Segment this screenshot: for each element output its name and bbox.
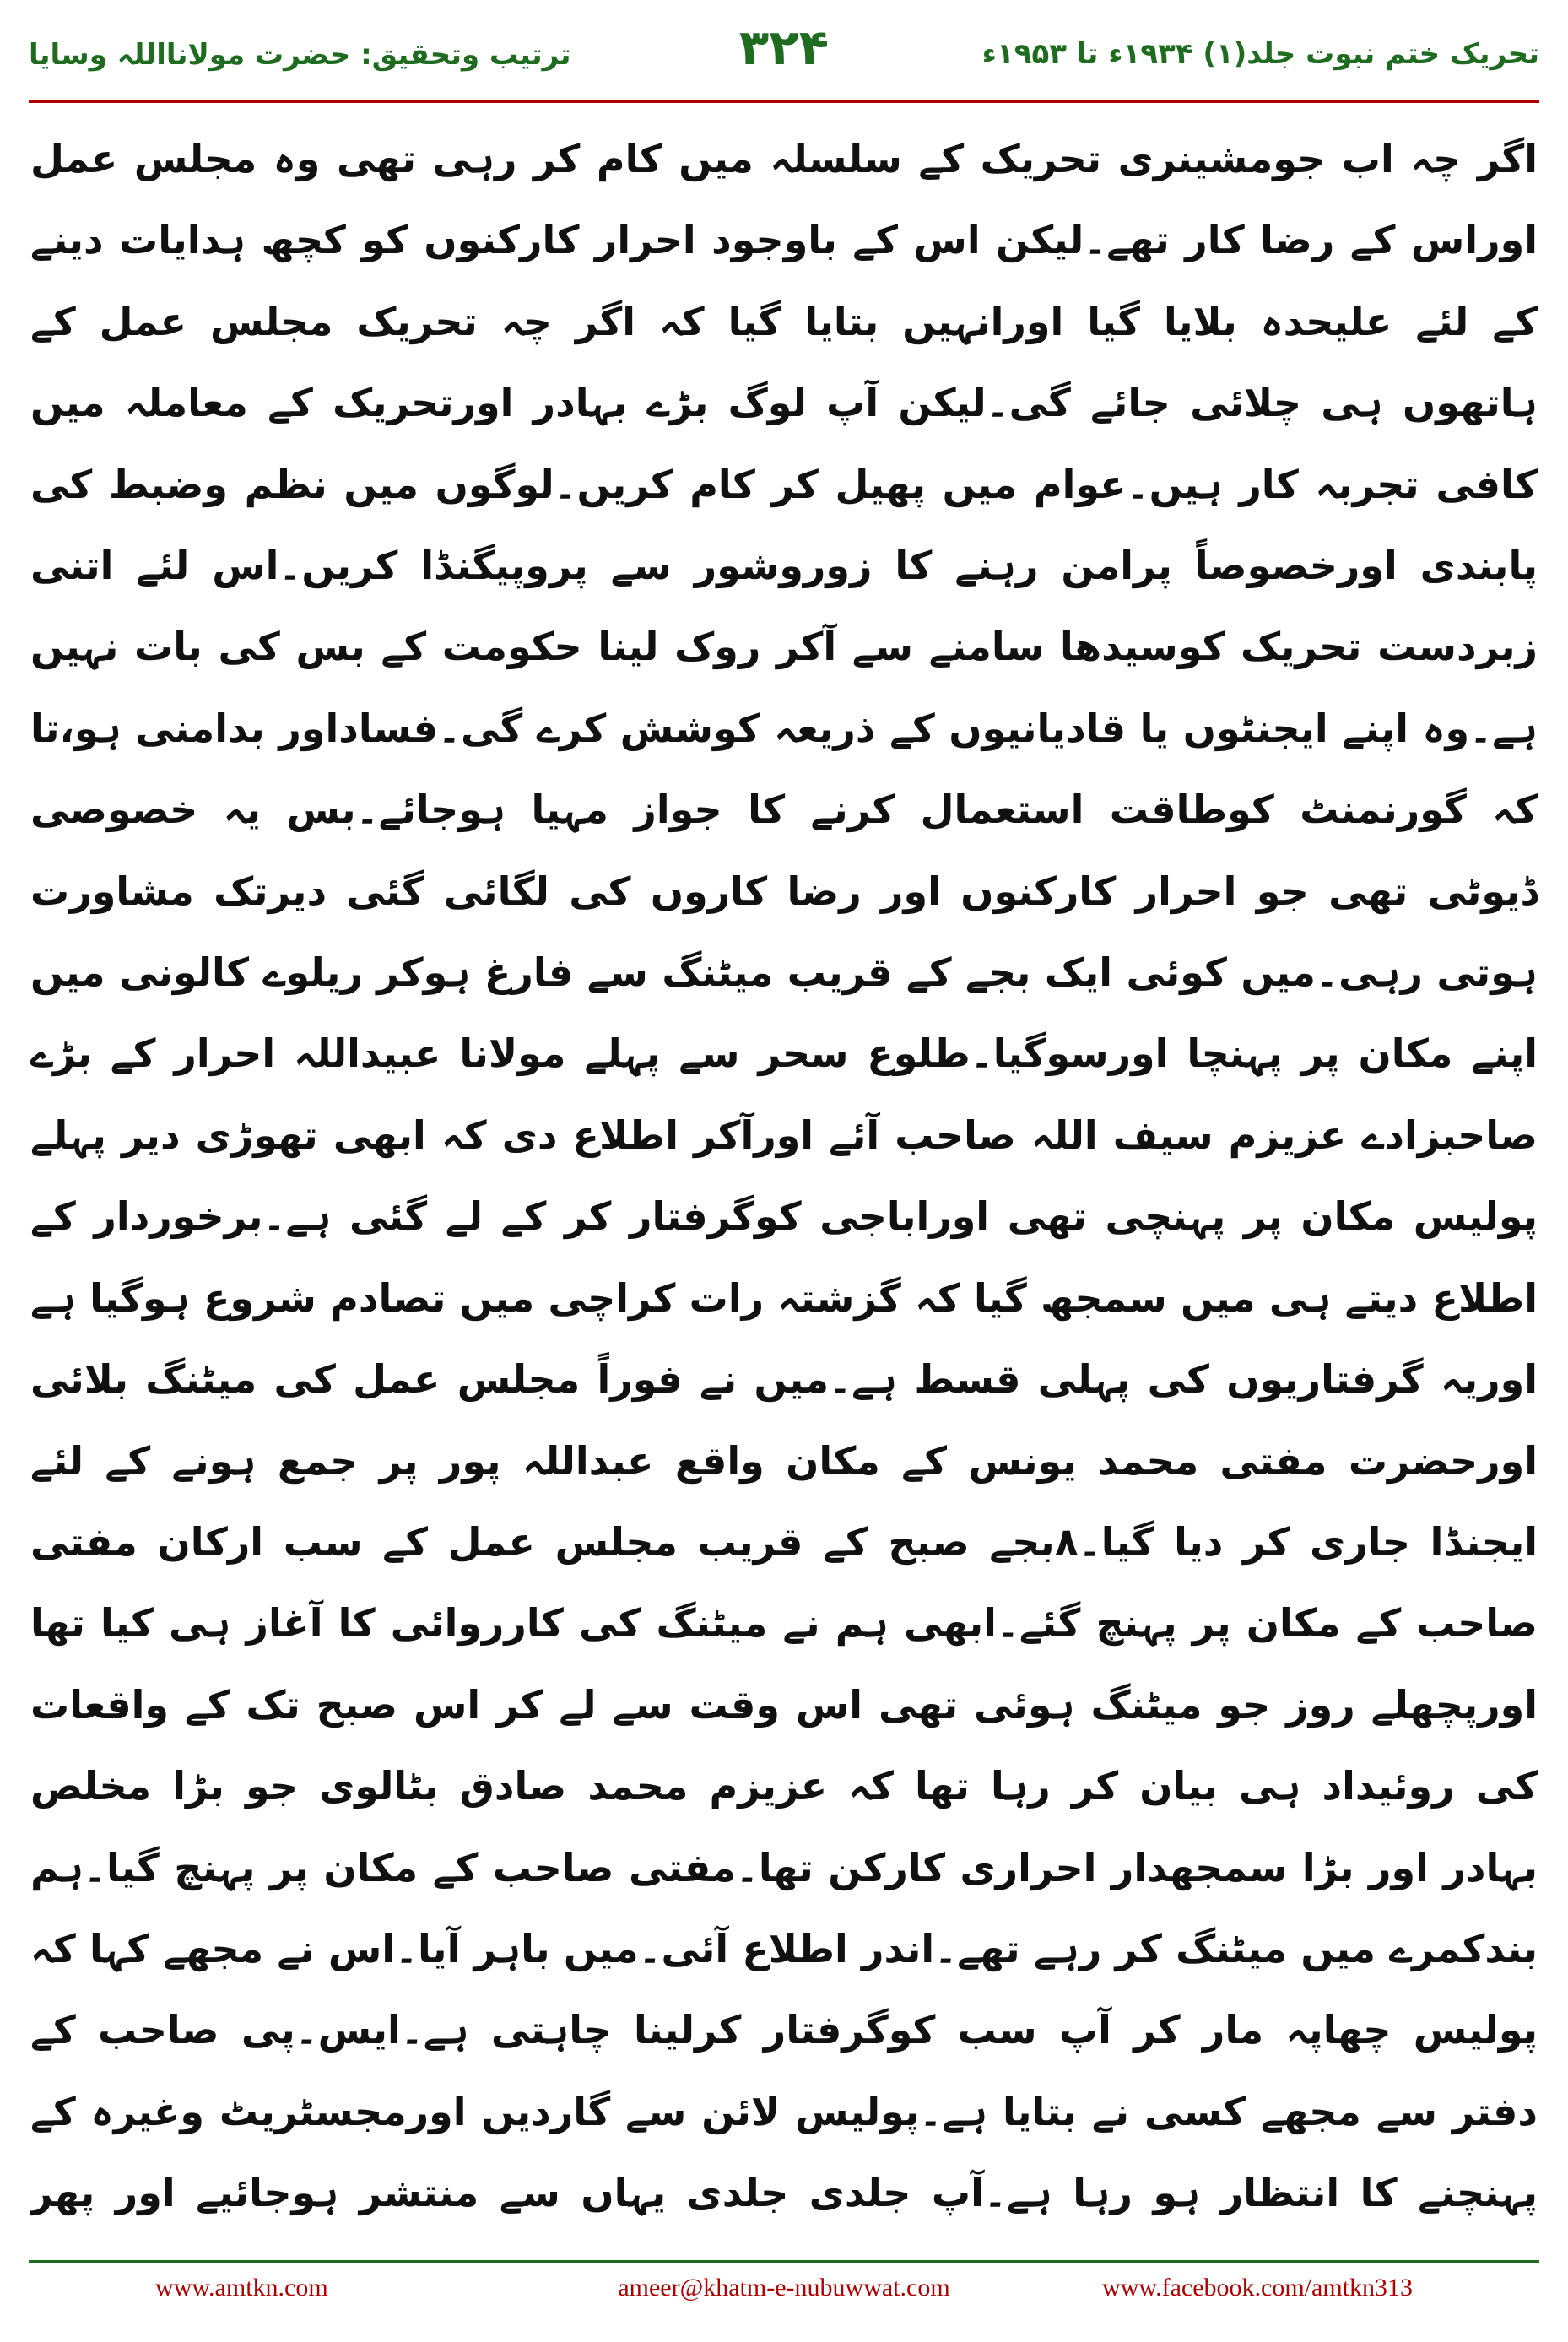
website-link[interactable]: www.amtkn.com [155,2274,328,2301]
page-header [29,19,1539,96]
page-footer [29,2270,1539,2309]
email-link[interactable]: ameer@khatm-e-nubuwwat.com [618,2274,950,2301]
page-body [30,118,1538,2228]
book-title: تحریک ختم نبوت جلد(۱) ۱۹۳۴ء تا ۱۹۵۳ء [981,37,1539,71]
facebook-link[interactable]: www.facebook.com/amtkn313 [1102,2274,1413,2301]
body-paragraph: اگر چہ اب جومشینری تحریک کے سلسلہ میں کام کر رہی تھی وہ مجلس عمل اوراس کے رضا کار تھے۔لیکن اس کے باوجود احرار کارکنوں کو کچھ ہدایات دینے کے لئے علیحدہ بلایا گیا اورانہیں بتایا گیا کہ اگر چہ تحریک مجلس عمل کے ہاتھوں ہی چلائی جائے گی۔لیکن آپ لوگ بڑے بہادر اورتحریک کے معاملہ میں کافی تجربہ کار ہیں۔عوام میں پھیل کر کام کریں۔لوگوں میں نظم وضبط کی پابندی اورخصوصاً پرامن رہنے کا زوروشور سے پروپیگنڈا کریں۔اس لئے اتنی زبردست تحریک کوسیدھا سامنے سے آکر روک لینا حکومت کے بس کی بات نہیں ہے۔وہ اپنے ایجنٹوں یا قادیانیوں کے ذریعہ کوشش کرے گی۔فساداور بدامنی ہو،تا کہ گورنمنٹ کوطاقت استعمال کرنے کا جواز مہیا ہوجائے۔بس یہ خصوصی ڈیوٹی تھی جو احرار کارکنوں اور رضا کاروں کی لگائی گئی دیرتک مشاورت ہوتی رہی۔میں کوئی ایک بجے کے قریب میٹنگ سے فارغ ہوکر ریلوے کالونی میں اپنے مکان پر پہنچا اورسوگیا۔طلوع سحر سے پہلے مولانا عبیداللہ احرار کے بڑے صاحبزادے عزیزم سیف اللہ صاحب آئے اورآکر اطلاع دی کہ ابھی تھوڑی دیر پہلے پولیس مکان پر پہنچی تھی اوراباجی کوگرفتار کر کے لے گئی ہے۔برخوردار کے اطلاع دیتے ہی میں سمجھ گیا کہ گزشتہ رات کراچی میں تصادم شروع ہوگیا ہے اوریہ گرفتاریوں کی پہلی قسط ہے۔میں نے فوراً مجلس عمل کی میٹنگ بلائی اورحضرت مفتی محمد یونس کے مکان واقع عبداللہ پور پر جمع ہونے کے لئے ایجنڈا جاری کر دیا گیا۔۸بجے صبح کے قریب مجلس عمل کے سب ارکان مفتی صاحب کے مکان پر پہنچ گئے۔ابھی ہم نے میٹنگ کی کارروائی کا آغاز ہی کیا تھا اورپچھلے روز جو میٹنگ ہوئی تھی اس وقت سے لے کر اس صبح تک کے واقعات کی روئیداد ہی بیان کر رہا تھا کہ عزیزم محمد صادق بٹالوی جو بڑا مخلص بہادر اور بڑا سمجھدار احراری کارکن تھا۔مفتی صاحب کے مکان پر پہنچ گیا۔ہم بندکمرے میں میٹنگ کر رہے تھے۔اندر اطلاع آئی۔میں باہر آیا۔اس نے مجھے کہا کہ پولیس چھاپہ مار کر آپ سب کوگرفتار کرلینا چاہتی ہے۔ایس۔پی صاحب کے دفتر سے مجھے کسی نے بتایا ہے۔پولیس لائن سے گاردیں اورمجسٹریٹ وغیرہ کے پہنچنے کا انتظار ہو رہا ہے۔آپ جلدی جلدی یہاں سے منتشر ہوجائیے اور پھر [30,136,1538,2216]
compiler-credit: ترتیب وتحقیق: حضرت مولانااللہ وسایا [29,38,571,72]
footer-divider [29,2260,1539,2263]
header-divider [29,100,1539,103]
page-number: ۳۲۴ [738,19,830,76]
